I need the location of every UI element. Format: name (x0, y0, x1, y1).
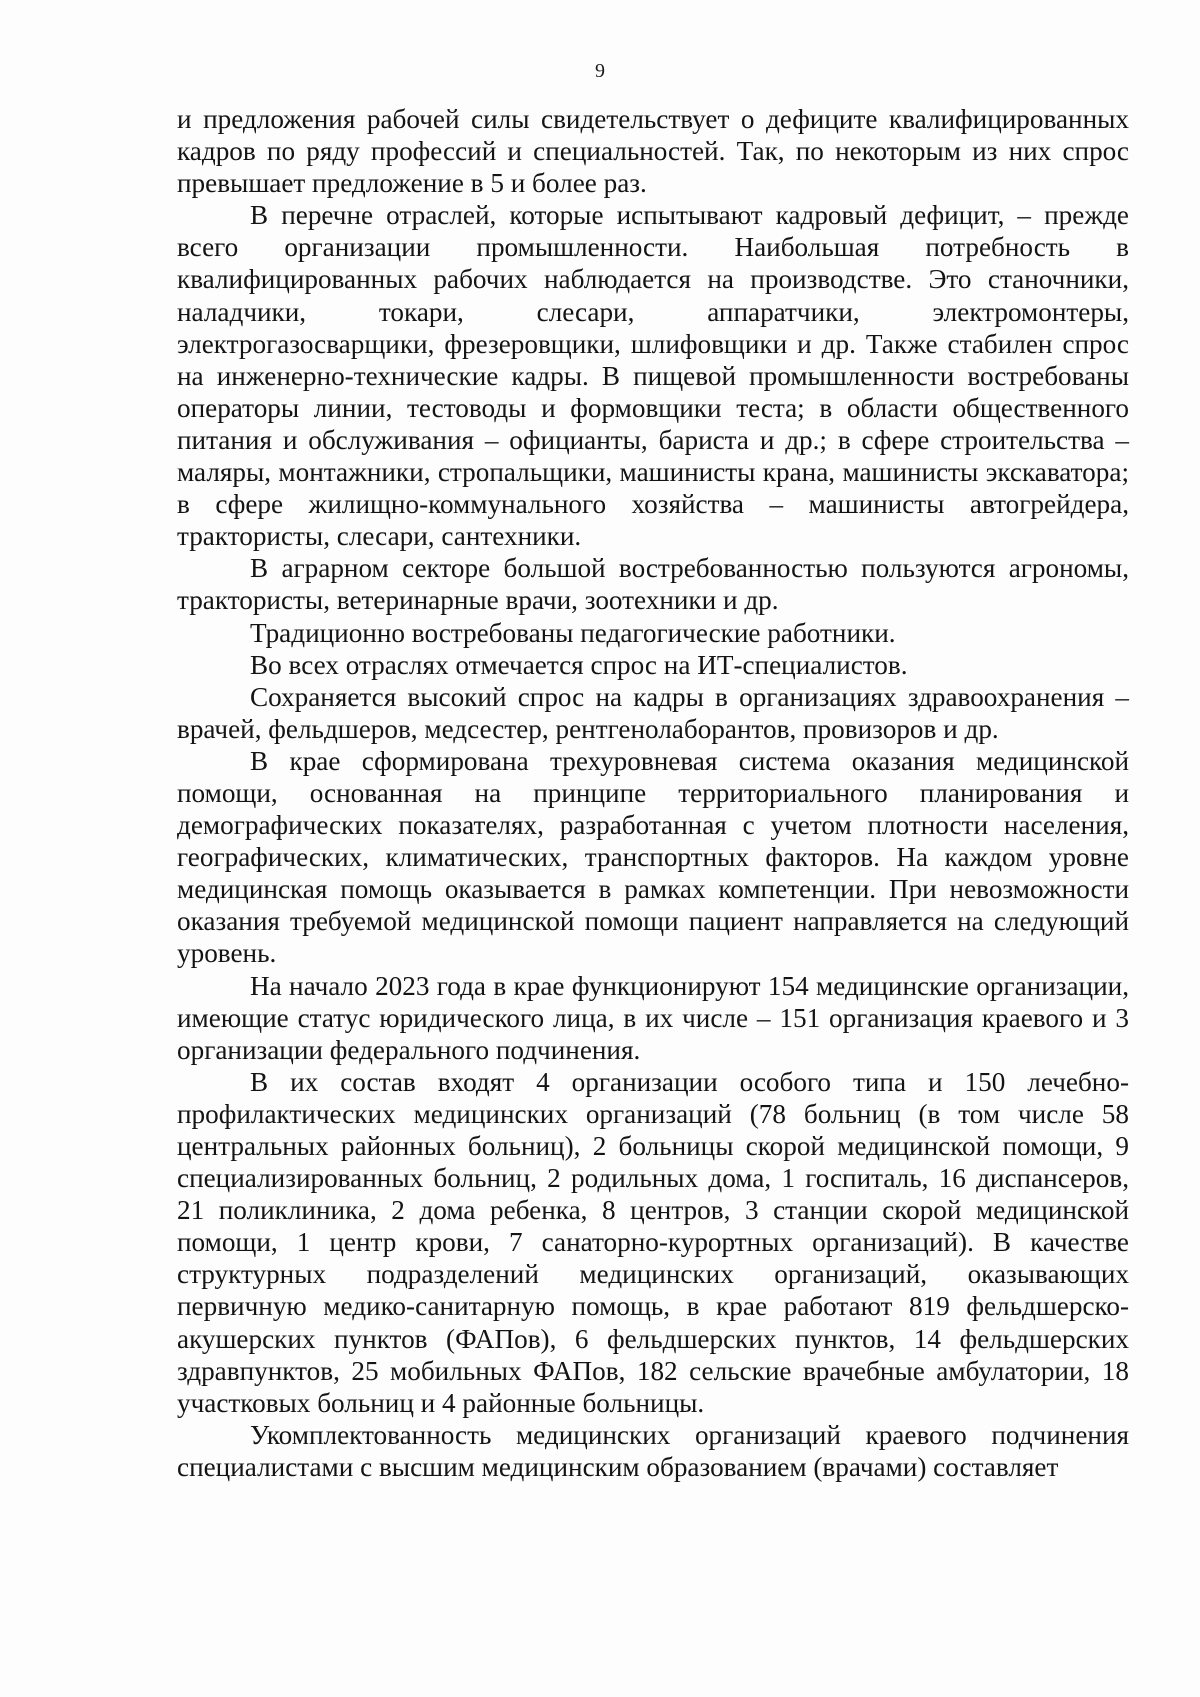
paragraph-teachers: Традиционно востребованы педагогические работники. (250, 617, 896, 648)
paragraph-healthcare-demand: Сохраняется высокий спрос на кадры в организациях здравоохранения – врачей, фельдшеров, медсестер, рентгенолаборантов, провизоров и др. (177, 681, 1129, 744)
paragraph-medical-organizations-count: На начало 2023 года в крае функционируют 154 медицинские организации, имеющие статус юридического лица, в их числе – 151 организация краевого и 3 организации федерального подчинения. (177, 970, 1129, 1065)
page-number: 9 (595, 60, 605, 82)
document-body (177, 103, 1129, 1483)
paragraph-agrarian-sector: В аграрном секторе большой востребованностью пользуются агрономы, трактористы, ветеринарные врачи, зоотехники и др. (177, 553, 1129, 616)
paragraph-it-specialists: Во всех отраслях отмечается спрос на ИТ-специалистов. (250, 649, 908, 680)
paragraph-industry-deficit: В перечне отраслей, которые испытывают кадровый дефицит, – прежде всего организации промышленности. Наибольшая потребность в квалифицированных рабочих наблюдается на производстве. Это станочники, наладчики, токари, слесари, аппаратчики, электромонтеры, электрогазосварщики, фрезеровщики, шлифовщики и др. Также стабилен спрос на инженерно-технические кадры. В пищевой промышленности востребованы операторы линии, тестоводы и формовщики теста; в области общественного питания и обслуживания – официанты, бариста и др.; в сфере строительства – маляры, монтажники, стропальщики, машинисты крана, машинисты экскаватора; в сфере жилищно-коммунального хозяйства – машинисты автогрейдера, трактористы, слесари, сантехники. (177, 200, 1129, 552)
paragraph-staffing: Укомплектованность медицинских организаций краевого подчинения специалистами с высшим медицинским образованием (врачами) составляет (177, 1419, 1129, 1482)
paragraph-continuation: и предложения рабочей силы свидетельствует о дефиците квалифицированных кадров по ряду профессий и специальностей. Так, по некоторым из них спрос превышает предложение в 5 и более раз. (177, 104, 1129, 199)
paragraph-three-level-system: В крае сформирована трехуровневая система оказания медицинской помощи, основанная на принципе территориального планирования и демографических показателях, разработанная с учетом плотности населения, географических, климатических, транспортных факторов. На каждом уровне медицинская помощь оказывается в рамках компетенции. При невозможности оказания требуемой медицинской помощи пациент направляется на следующий уровень. (177, 745, 1129, 969)
paragraph-organizations-structure: В их состав входят 4 организации особого типа и 150 лечебно-профилактических медицинских организаций (78 больниц (в том числе 58 центральных районных больниц), 2 больницы скорой медицинской помощи, 9 специализированных больниц, 2 родильных дома, 1 госпиталь, 16 диспансеров, 21 поликлиника, 2 дома ребенка, 8 центров, 3 станции скорой медицинской помощи, 1 центр крови, 7 санаторно-курортных организаций). В качестве структурных подразделений медицинских организаций, оказывающих первичную медико-санитарную помощь, в крае работают 819 фельдшерско-акушерских пунктов (ФАПов), 6 фельдшерских пунктов, 14 фельдшерских здравпунктов, 25 мобильных ФАПов, 182 сельские врачебные амбулатории, 18 участковых больниц и 4 районные больницы. (177, 1066, 1129, 1418)
